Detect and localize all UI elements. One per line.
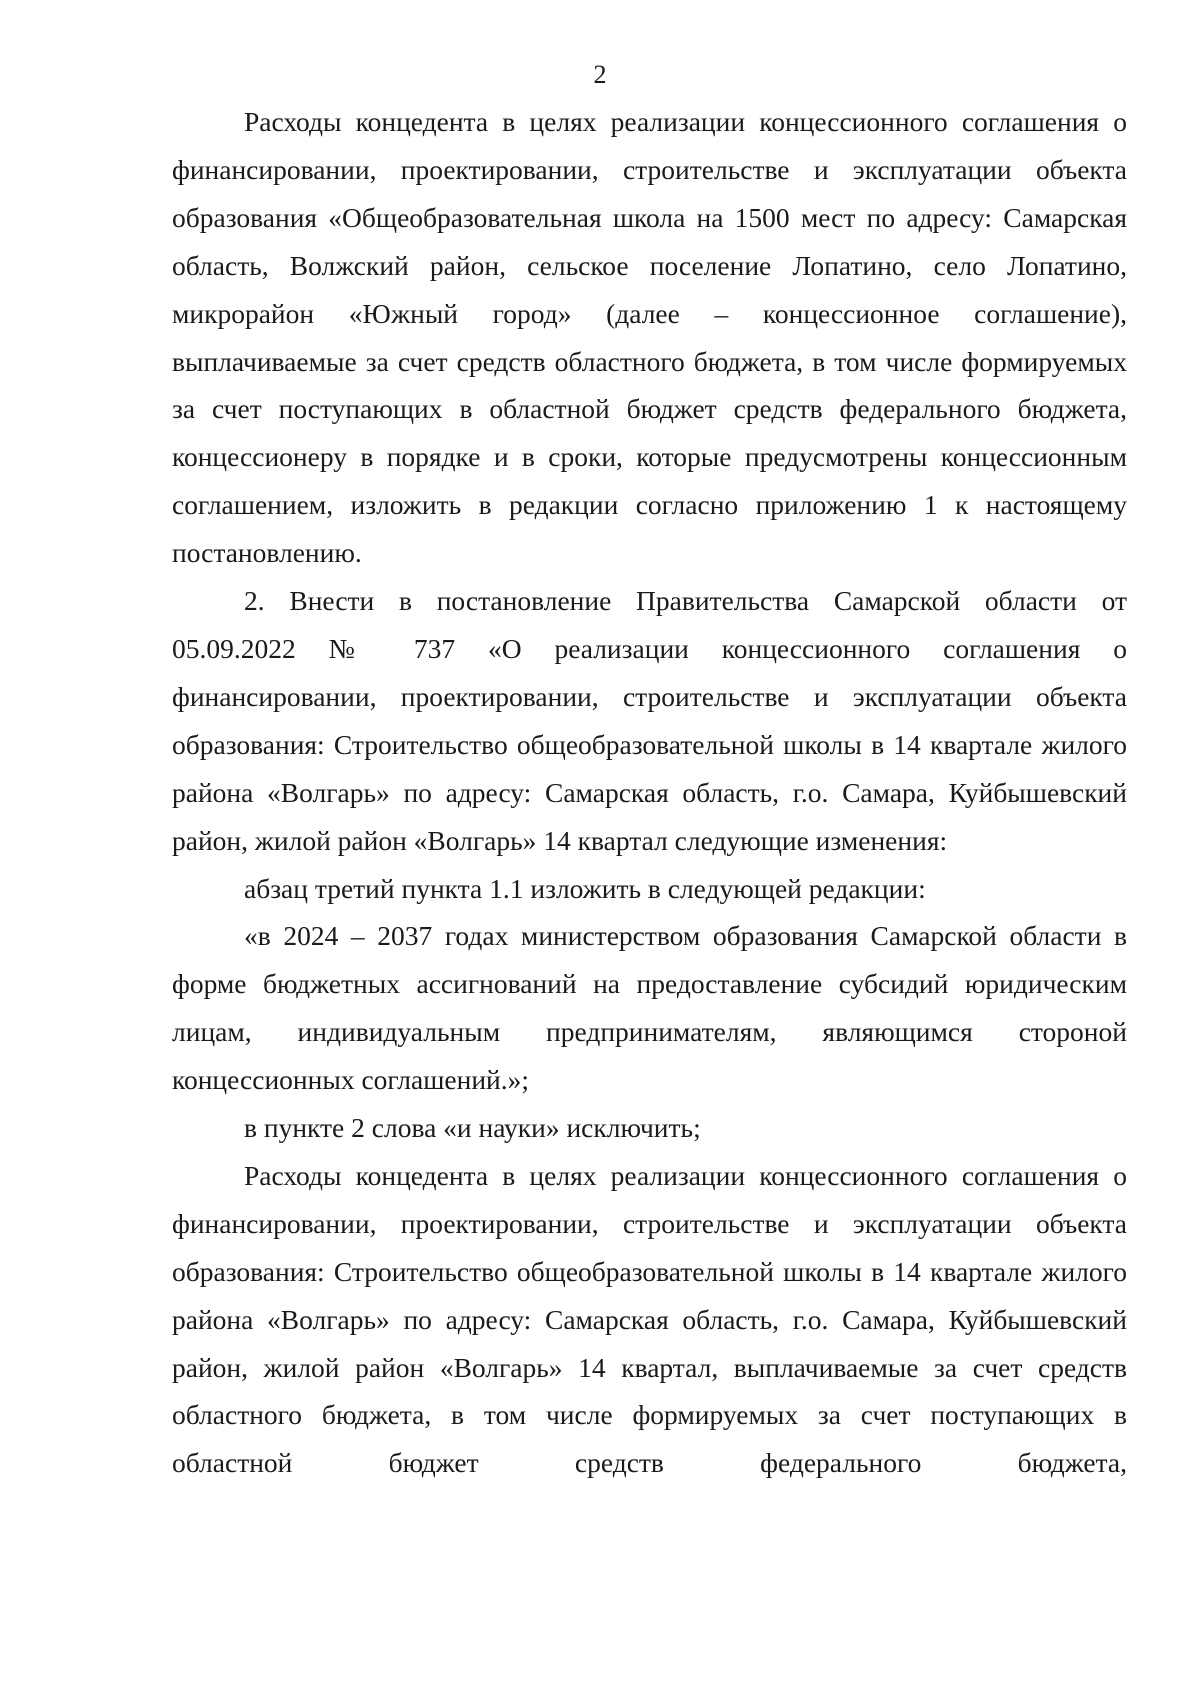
paragraph-amend-clause-1-1: абзац третий пункта 1.1 изложить в следующей редакции: [244,872,926,904]
paragraph-item-2-amend-resolution: 2. Внести в постановление Правительства Самарской области от 05.09.2022 № 737 «О реализации концессионного соглашения о финансировании, проектировании, строительстве и эксплуатации объекта образования: Строительство общеобразовательной школы в 14 квартале жилого района «Волгарь» по адресу: Самарская область, г.о. Самара, Куйбышевский район, жилой район «Волгарь» 14 квартал следующие изменения: [172,585,1127,856]
document-body [172,98,1127,1487]
paragraph-expenses-lopatino: Расходы концедента в целях реализации концессионного соглашения о финансировании, проектировании, строительстве и эксплуатации объекта образования «Общеобразовательная школа на 1500 мест по адресу: Самарская область, Волжский район, сельское поселение Лопатино, село Лопатино, микрорайон «Южный город» (далее – концессионное соглашение), выплачиваемые за счет средств областного бюджета, в том числе формируемых за счет поступающих в областной бюджет средств федерального бюджета, концессионеру в порядке и в сроки, которые предусмотрены концессионным соглашением, изложить в редакции согласно приложению 1 к настоящему постановлению. [172,106,1127,569]
paragraph-amend-clause-2: в пункте 2 слова «и науки» исключить; [244,1112,701,1144]
paragraph-quoted-new-wording: «в 2024 – 2037 годах министерством образования Самарской области в форме бюджетных ассигнований на предоставление субсидий юридическим лицам, индивидуальным предпринимателям, являющимся стороной концессионных соглашений.»; [172,920,1127,1096]
paragraph-expenses-volgar: Расходы концедента в целях реализации концессионного соглашения о финансировании, проектировании, строительстве и эксплуатации объекта образования: Строительство общеобразовательной школы в 14 квартале жилого района «Волгарь» по адресу: Самарская область, г.о. Самара, Куйбышевский район, жилой район «Волгарь» 14 квартал, выплачиваемые за счет средств областного бюджета, в том числе формируемых за счет поступающих в областной бюджет средств федерального бюджета, [172,1159,1127,1479]
page-number: 2 [593,60,607,89]
